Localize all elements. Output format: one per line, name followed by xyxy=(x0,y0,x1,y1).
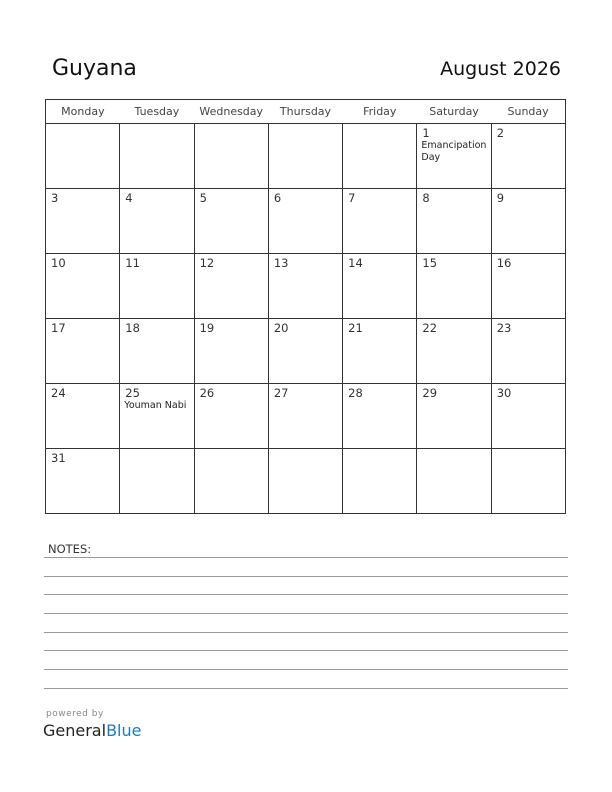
day-cell xyxy=(120,319,194,384)
weekday-header: Tuesday xyxy=(120,100,194,124)
day-number: 7 xyxy=(348,191,356,205)
day-cell xyxy=(343,319,417,384)
day-number: 1 xyxy=(422,126,430,140)
day-cell xyxy=(46,449,120,514)
day-number: 15 xyxy=(422,256,438,270)
day-cell xyxy=(268,449,342,514)
day-cell xyxy=(417,189,491,254)
note-line xyxy=(44,576,568,577)
day-cell xyxy=(491,124,565,189)
day-cell xyxy=(491,449,565,514)
day-cell xyxy=(417,319,491,384)
country-title: Guyana xyxy=(52,56,137,81)
day-number: 12 xyxy=(199,256,215,270)
day-cell xyxy=(268,319,342,384)
weekday-header: Saturday xyxy=(417,100,491,124)
day-number: 11 xyxy=(125,256,140,270)
weekday-header: Friday xyxy=(343,100,417,124)
day-number: 31 xyxy=(51,451,66,465)
day-number: 10 xyxy=(51,256,66,270)
day-cell xyxy=(120,384,194,449)
day-cell xyxy=(343,254,417,319)
day-cell xyxy=(46,319,120,384)
day-cell xyxy=(417,384,491,449)
day-number: 24 xyxy=(51,386,66,400)
day-number: 18 xyxy=(125,321,140,335)
calendar-grid xyxy=(45,99,566,514)
day-cell xyxy=(268,124,342,189)
weekday-header: Wednesday xyxy=(194,100,268,124)
day-cell xyxy=(194,124,268,189)
day-cell xyxy=(194,449,268,514)
day-number: 14 xyxy=(348,256,363,270)
day-number: 6 xyxy=(273,191,282,205)
day-number: 2 xyxy=(496,126,505,140)
day-number: 5 xyxy=(199,191,207,205)
weekday-header: Sunday xyxy=(491,100,565,124)
day-number: 17 xyxy=(51,321,66,335)
brand-logo[interactable] xyxy=(43,721,141,740)
note-line xyxy=(44,632,568,633)
brand-name-part1: General xyxy=(43,721,107,740)
day-number: 8 xyxy=(422,191,430,205)
note-line xyxy=(44,650,568,651)
powered-by-text: powered by xyxy=(46,709,104,719)
day-cell xyxy=(120,449,194,514)
day-cell xyxy=(268,384,342,449)
day-cell xyxy=(491,319,565,384)
day-cell xyxy=(46,384,120,449)
day-cell xyxy=(343,384,417,449)
note-line xyxy=(44,688,568,689)
day-number: 23 xyxy=(496,321,512,335)
week-row xyxy=(46,189,566,254)
day-cell xyxy=(194,189,268,254)
note-line xyxy=(44,613,568,614)
day-cell xyxy=(491,384,565,449)
month-year-title: August 2026 xyxy=(440,58,561,80)
day-cell xyxy=(120,254,194,319)
week-row xyxy=(46,254,566,319)
note-line xyxy=(44,669,568,670)
note-line xyxy=(44,594,568,595)
day-cell xyxy=(417,449,491,514)
day-number: 9 xyxy=(496,191,505,205)
day-cell xyxy=(46,189,120,254)
day-cell xyxy=(343,189,417,254)
holiday-label: Emancipation Day xyxy=(421,140,487,163)
day-cell xyxy=(343,449,417,514)
day-cell xyxy=(46,124,120,189)
day-number: 19 xyxy=(199,321,215,335)
day-cell xyxy=(120,124,194,189)
day-cell xyxy=(268,189,342,254)
day-cell xyxy=(491,189,565,254)
day-number: 13 xyxy=(273,256,289,270)
brand-name-part2: Blue xyxy=(106,721,142,740)
week-row xyxy=(46,449,566,514)
day-cell xyxy=(417,254,491,319)
week-row xyxy=(46,124,566,189)
day-number: 20 xyxy=(273,321,289,335)
day-cell xyxy=(194,254,268,319)
notes-label: NOTES: xyxy=(48,542,92,556)
day-cell xyxy=(194,384,268,449)
day-number: 25 xyxy=(125,386,140,400)
day-cell xyxy=(120,189,194,254)
day-cell xyxy=(194,319,268,384)
day-number: 30 xyxy=(496,386,512,400)
weekday-header: Monday xyxy=(46,100,120,124)
day-number: 29 xyxy=(422,386,438,400)
day-number: 21 xyxy=(348,321,363,335)
week-row xyxy=(46,319,566,384)
day-number: 3 xyxy=(51,191,59,205)
day-number: 28 xyxy=(348,386,363,400)
day-cell xyxy=(417,124,491,189)
weekday-header: Thursday xyxy=(268,100,342,124)
holiday-label: Youman Nabi xyxy=(124,400,187,411)
day-cell xyxy=(268,254,342,319)
day-number: 4 xyxy=(125,191,133,205)
day-cell xyxy=(491,254,565,319)
note-line xyxy=(44,557,568,558)
day-number: 26 xyxy=(199,386,215,400)
weekday-header-row xyxy=(46,100,566,124)
week-row xyxy=(46,384,566,449)
day-number: 27 xyxy=(273,386,289,400)
day-cell xyxy=(46,254,120,319)
day-number: 16 xyxy=(496,256,512,270)
day-cell xyxy=(343,124,417,189)
day-number: 22 xyxy=(422,321,438,335)
